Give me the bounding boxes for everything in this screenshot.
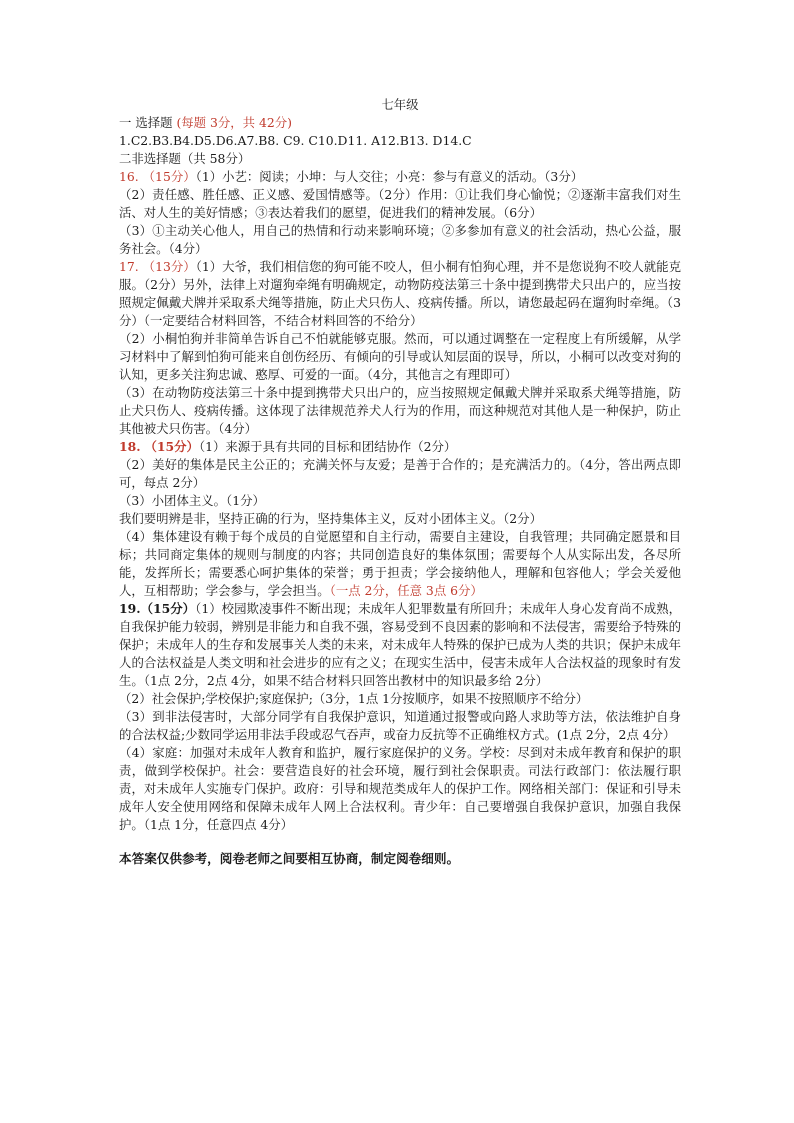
- q18-part4-scoring: （一点 2分，任意 3点 6分）: [329, 583, 483, 598]
- q16-score: （15分）: [142, 169, 196, 184]
- q17-part2: （2）小桐怕狗并非简单告诉自己不怕就能够克服。然而，可以通过调整在一定程度上有所缓解，从学习材料中了解到怕狗可能来自创伤经历、有倾向的引导或认知层面的误导，所以，小桐可以改变对狗的认知，更多关注狗忠诚、憨厚、可爱的一面。（4分，其他言之有理即可）: [119, 331, 681, 382]
- q18-part1: [119, 438, 681, 456]
- section-1-label: 一 选择题: [119, 115, 177, 130]
- page-title: 七年级: [381, 97, 419, 112]
- footer-note: 本答案仅供参考，阅卷老师之间要相互协商，制定阅卷细则。: [119, 851, 460, 866]
- q19-text: （1）校园欺凌事件不断出现；未成年人犯罪数量有所回升；未成年人身心发育尚不成熟，自我保护能力较弱，辨别是非能力和自我不强，容易受到不良因素的影响和不法侵害，需要给予特殊的保护；未成年人的生存和发展事关人类的未来，对未成年人特殊的保护已成为人类的共识；保护未成年人的合法权益是人类文明和社会进步的应有之义；在现实生活中，侵害未成年人合法权益的现象时有发生。（1点 2分，2点 4分，如果不结合材料只回答出教材中的知识最多给 2分）: [119, 601, 681, 688]
- q16-part3: （3）①主动关心他人，用自己的热情和行动来影响环境；②多参加有意义的社会活动，热心公益，服务社会。（4分）: [119, 223, 681, 256]
- q17-part3: （3）在动物防疫法第三十条中提到携带犬只出户的，应当按照规定佩戴犬牌并采取系犬绳等措施，防止犬只伤人、疫病传播。这体现了法律规范养犬人行为的作用，而这种规范对其他人是一种保护，防止其他被犬只伤害。（4分）: [119, 385, 681, 436]
- q19-number: 19.: [119, 601, 141, 616]
- q19-score: （15分）: [140, 601, 196, 616]
- q18-score: （15分）: [144, 439, 199, 454]
- q16-part2: （2）责任感、胜任感、正义感、爱国情感等。（2分）作用：①让我们身心愉悦；②逐渐丰富我们对生活、对人生的美好情感；③表达着我们的愿望，促进我们的精神发展。（6分）: [119, 187, 681, 220]
- q16-text: （1）小艺：阅读；小坤：与人交往；小亮：参与有意义的活动。（3分）: [195, 169, 584, 184]
- q19-part4: （4）家庭：加强对未成年人教育和监护，履行家庭保护的义务。学校：尽到对未成年教育和保护的职责，做到学校保护。社会：要营造良好的社会环境，履行到社会保职责。司法行政部门：依法履行职责，对未成年人实施专门保护。政府：引导和规范类成年人的保护工作。网络相关部门：保证和引导未成年人安全使用网络和保障未成年人网上合法权利。青少年：自己要增强自我保护意识，加强自我保护。（1点 1分，任意四点 4分）: [119, 745, 681, 832]
- q17-text: （1）大爷，我们相信您的狗可能不咬人，但小桐有怕狗心理，并不是您说狗不咬人就能克服。（2分）另外，法律上对遛狗牵绳有明确规定，动物防疫法第三十条中提到携带犬只出户的，应当按照规定佩戴犬牌并采取系犬绳等措施，防止犬只伤人、疫病传播。所以，请您最起码在遛狗时牵绳。（3分）（一定要结合材料回答，不结合材料回答的不给分）: [119, 259, 681, 328]
- q19-part2: （2）社会保护;学校保护;家庭保护;（3分，1点 1分按顺序，如果不按照顺序不给分）: [119, 691, 589, 706]
- answer-key-page: [119, 96, 681, 868]
- q18-part3: （3）小团体主义。（1分）: [119, 493, 265, 508]
- section-1-heading: [119, 114, 681, 132]
- q16-number: 16.: [119, 169, 139, 184]
- q16-part1: [119, 168, 681, 186]
- section-1-score: (每题 3分，共 42分): [176, 115, 292, 130]
- q18-part3-answer: 我们要明辨是非，坚持正确的行为，坚持集体主义，反对小团体主义。（2分）: [119, 511, 542, 526]
- multiple-choice-answers: 1.C2.B3.B4.D5.D6.A7.B8. C9. C10.D11. A12.B13. D14.C: [119, 133, 472, 148]
- q19-part3: （3）到非法侵害时，大部分同学有自我保护意识，知道通过报警或向路人求助等方法，依法维护自身的合法权益;少数同学运用非法手段或忍气吞声，或奋力反抗等不正确维权方式。(1点 2分，2点 4分）: [119, 709, 681, 742]
- q17-number: 17.: [119, 259, 139, 274]
- q18-part4: [119, 528, 681, 600]
- q17-part1: [119, 258, 681, 330]
- spacer: [119, 834, 681, 850]
- q18-text: （1）来源于具有共同的目标和团结协作（2分）: [198, 439, 457, 454]
- q17-score: （13分）: [142, 259, 196, 274]
- q19-part1: [119, 600, 681, 690]
- q18-part4-text: （4）集体建设有赖于每个成员的自觉愿望和自主行动，需要自主建设，自我管理；共同确定愿景和目标；共同商定集体的规则与制度的内容；共同创造良好的集体氛围；需要每个人从实际出发，各尽所能，发挥所长；需要悉心呵护集体的荣誉；勇于担责；学会接纳他人，理解和包容他人；学会关爱他人，互相帮助；学会参与，学会担当。: [119, 529, 681, 598]
- section-2-heading: 二非选择题（共 58分）: [119, 151, 251, 166]
- q18-part2: （2）美好的集体是民主公正的；充满关怀与友爱；是善于合作的；是充满活力的。（4分，答出两点即可，每点 2分）: [119, 457, 681, 490]
- q18-number: 18.: [119, 439, 141, 454]
